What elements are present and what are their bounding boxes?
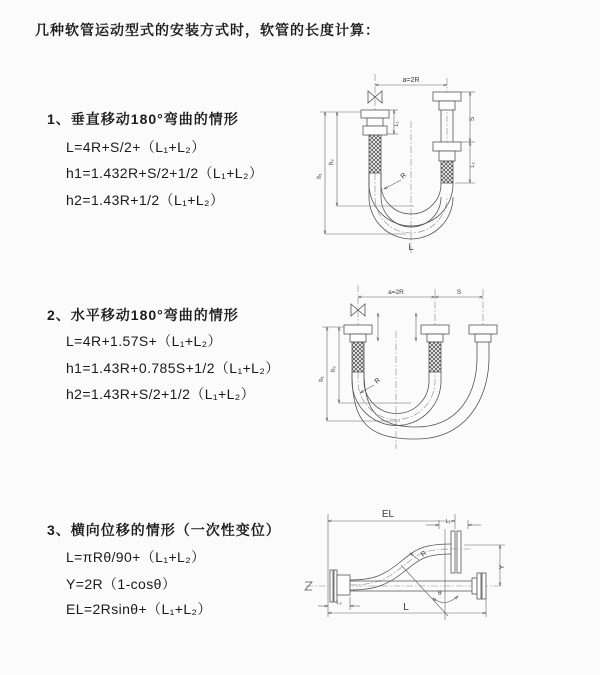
dim-label-h1: h₁ — [319, 376, 325, 382]
dim-label-s: S — [469, 116, 476, 122]
flange — [469, 325, 497, 334]
dim-label-radius: R — [419, 549, 429, 559]
flange — [421, 325, 449, 334]
braided-hose — [369, 135, 381, 173]
diagram-horizontal-bend — [308, 281, 595, 453]
flange — [482, 573, 486, 599]
flange — [334, 570, 337, 602]
formula-line: h2=1.43R+S/2+1/2（L₁+L₂） — [66, 386, 256, 402]
braided-hose — [429, 342, 441, 372]
section3-heading: 3、横向位移的情形（一次性变位） — [47, 522, 281, 538]
formula-line: h1=1.43R+0.785S+1/2（L₁+L₂） — [66, 360, 280, 376]
formula-line: h2=1.43R+1/2（L₁+L₂） — [66, 192, 225, 208]
flange — [367, 118, 383, 126]
flange — [457, 531, 461, 573]
radius-leader — [360, 385, 374, 393]
angle-arc — [433, 596, 458, 603]
flange — [451, 531, 455, 573]
dim-label-l2: L₂ — [336, 600, 342, 606]
dim-label-s: S — [456, 289, 462, 296]
dim-label-l: L — [403, 602, 409, 613]
hose-curve — [364, 372, 429, 413]
flange — [475, 334, 491, 342]
dim-label-a2r: a=2R — [388, 289, 404, 296]
dim-label-l: L — [408, 242, 414, 252]
hose-centerline — [350, 549, 451, 585]
dim-label-l1: L₁ — [445, 519, 451, 525]
diagram-vertical-bend — [308, 66, 593, 264]
dim-label-a2r: a=2R — [402, 77, 420, 84]
formula-line: Y=2R（1-cosθ） — [66, 576, 177, 592]
dim-label-radius: R — [399, 171, 409, 181]
formula-line: h1=1.432R+S/2+1/2（L₁+L₂） — [66, 165, 264, 181]
formula-line: L=πRθ/90+（L₁+L₂） — [66, 549, 206, 565]
dim-label-l2: L₂ — [470, 162, 476, 168]
formula-line: L=4R+1.57S+（L₁+L₂） — [66, 333, 222, 349]
dim-label-h1: h₁ — [317, 173, 323, 179]
radius-leader — [384, 180, 401, 189]
flange — [350, 334, 366, 342]
page-title: 几种软管运动型式的安装方式时，软管的长度计算： — [35, 22, 380, 38]
hose-curve — [352, 372, 441, 426]
diagram-lateral-displacement — [298, 496, 598, 648]
flange — [439, 151, 455, 161]
dim-label-el: EL — [381, 509, 395, 520]
dim-label-theta: θ — [438, 590, 442, 597]
dim-label-h2: h₂ — [329, 159, 335, 165]
dim-label-l1: L₁ — [394, 121, 400, 127]
flange — [477, 573, 481, 599]
flange — [439, 101, 455, 110]
flange — [330, 570, 333, 602]
pipe-stub — [337, 575, 350, 595]
flange — [433, 142, 461, 151]
flange — [344, 325, 372, 334]
dim-label-y: Y — [499, 564, 506, 570]
flange — [361, 110, 389, 118]
hose-curve — [350, 554, 451, 590]
dim-label-radius: R — [373, 376, 383, 386]
flange — [427, 334, 443, 342]
flange — [363, 126, 387, 135]
section1-heading: 1、垂直移动180°弯曲的情形 — [47, 111, 239, 127]
radius-leader — [410, 553, 419, 560]
section2-heading: 2、水平移动180°弯曲的情形 — [47, 307, 239, 323]
braided-hose — [352, 342, 364, 372]
hose-centerline — [358, 372, 435, 420]
pipe-stub — [472, 578, 477, 594]
flange — [433, 92, 461, 101]
dim-label-h2: h₂ — [331, 366, 337, 372]
braided-hose — [441, 161, 453, 183]
formula-line: L=4R+S/2+（L₁+L₂） — [66, 139, 206, 155]
formula-line: EL=2Rsinθ+（L₁+L₂） — [66, 601, 212, 617]
